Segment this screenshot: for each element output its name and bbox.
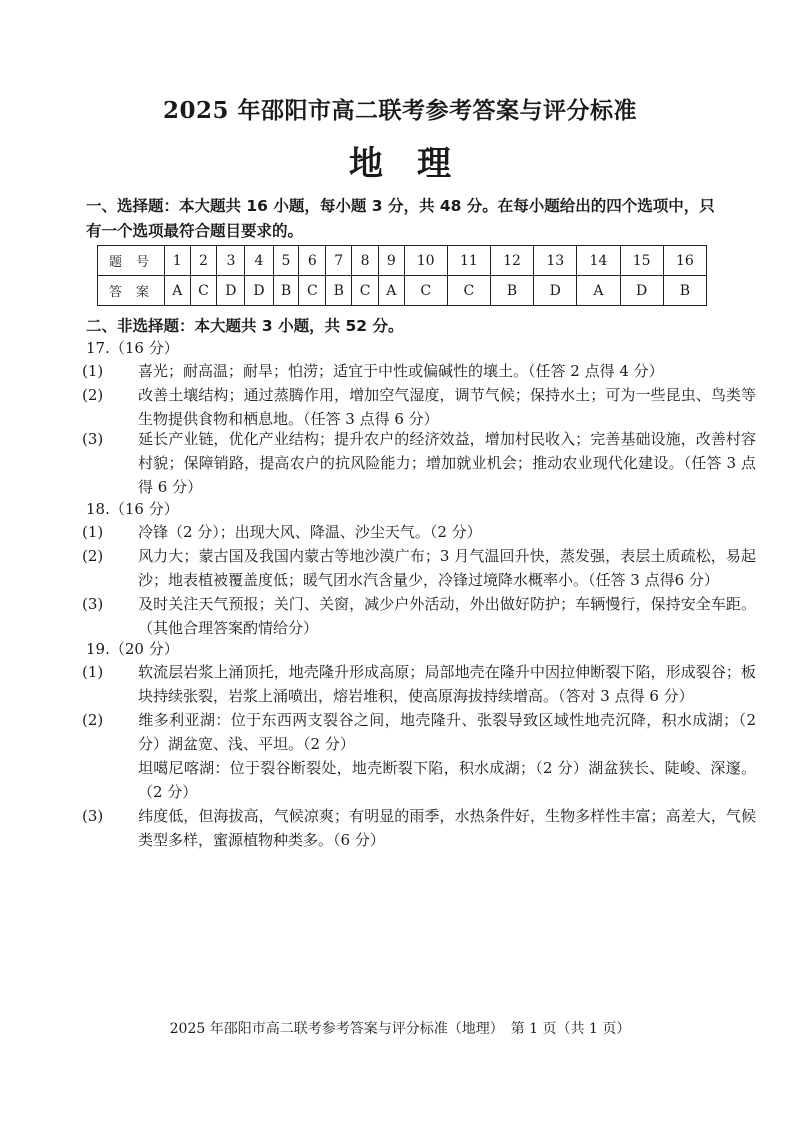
question-number: 6 — [299, 246, 326, 276]
section-2-heading: 二、非选择题：本大题共 3 小题，共 52 分。 — [86, 317, 404, 335]
answer-cell: C — [404, 276, 447, 306]
page-title: 2025 年邵阳市高二联考参考答案与评分标准 — [162, 97, 638, 124]
q18-answer-1 — [82, 520, 756, 544]
answer-cell: B — [490, 276, 533, 306]
number-row-label: 题号 — [98, 246, 165, 276]
item-text: 喜光；耐高温；耐旱；怕涝；适宜于中性或偏碱性的壤土。（任答 2 点得 4 分） — [138, 362, 664, 380]
item-text: 改善土壤结构；通过蒸腾作用，增加空气湿度，调节气候；保持水土；可为一些昆虫、鸟类等生物提供食物和栖息地。（任答 3 点得 6 分） — [138, 386, 756, 428]
subject-title: 地 理 — [349, 144, 451, 184]
answer-cell: C — [447, 276, 490, 306]
page-footer: 2025 年邵阳市高二联考参考答案与评分标准（地理） 第 1 页（共 1 页） — [169, 1021, 631, 1037]
item-text: 软流层岩浆上涌顶托，地壳隆升形成高原；局部地壳在隆升中因拉伸断裂下陷，形成裂谷；板块持续张裂，岩浆上涌喷出，熔岩堆积，使高原海拔持续增高。（答对 3 点得 6 分） — [138, 663, 756, 705]
answer-cell: C — [190, 276, 217, 306]
question-number: 11 — [447, 246, 490, 276]
question-number: 2 — [190, 246, 217, 276]
item-number: (1) — [82, 362, 104, 380]
answer-cell: D — [245, 276, 273, 306]
question-17-label: 17.（16 分） — [86, 339, 179, 357]
item-text: 及时关注天气预报；关门、关窗，减少户外活动，外出做好防护；车辆慢行，保持安全车距。（其他合理答案酌情给分） — [138, 595, 756, 637]
item-number: (3) — [82, 807, 104, 825]
answer-cell: C — [352, 276, 379, 306]
q19-answer-2 — [82, 708, 756, 756]
item-number: (2) — [82, 711, 104, 729]
answer-cell: A — [577, 276, 620, 306]
question-number: 14 — [577, 246, 620, 276]
item-text: 坦噶尼喀湖：位于裂谷断裂处，地壳断裂下陷，积水成湖；（2 分）湖盆狭长、陡峻、深邃。（2 分） — [138, 759, 756, 801]
q19-answer-1 — [82, 660, 756, 708]
item-number: (2) — [82, 547, 104, 565]
item-number: (2) — [82, 386, 104, 404]
q17-answer-3 — [82, 427, 756, 499]
answer-cell: D — [534, 276, 577, 306]
q19-answer-2-continued — [110, 756, 756, 804]
item-number: (1) — [82, 523, 104, 541]
q19-answer-3 — [82, 804, 756, 852]
question-number: 5 — [273, 246, 299, 276]
q17-answer-1 — [82, 359, 756, 383]
question-number: 16 — [663, 246, 706, 276]
item-text: 延长产业链，优化产业结构；提升农户的经济效益，增加村民收入；完善基础设施，改善村容村貌；保障销路，提高农户的抗风险能力；增加就业机会；推动农业现代化建设。（任答 3 点得 6 分） — [138, 430, 756, 496]
answer-cell: D — [217, 276, 245, 306]
answer-cell: A — [165, 276, 191, 306]
question-number: 15 — [620, 246, 663, 276]
question-number: 12 — [490, 246, 533, 276]
item-number: (3) — [82, 595, 104, 613]
question-number: 10 — [404, 246, 447, 276]
number-row — [98, 246, 707, 276]
item-text: 风力大；蒙古国及我国内蒙古等地沙漠广布；3 月气温回升快，蒸发强，表层土质疏松，易起沙；地表植被覆盖度低；暖气团水汽含量少，冷锋过境降水概率小。（任答 3 点得6 分） — [138, 547, 756, 589]
answer-row-label: 答案 — [98, 276, 165, 306]
item-text: 冷锋（2 分）；出现大风、降温、沙尘天气。（2 分） — [138, 523, 482, 541]
answer-table — [97, 245, 707, 306]
item-text: 纬度低，但海拔高，气候凉爽；有明显的雨季，水热条件好，生物多样性丰富；高差大，气候类型多样，蜜源植物种类多。（6 分） — [138, 807, 756, 849]
q18-answer-3 — [82, 592, 756, 640]
answer-cell: B — [663, 276, 706, 306]
question-number: 9 — [379, 246, 405, 276]
question-18-label: 18.（16 分） — [86, 500, 179, 518]
answer-row — [98, 276, 707, 306]
question-number: 4 — [245, 246, 273, 276]
q18-answer-2 — [82, 544, 756, 592]
item-number: (1) — [82, 663, 104, 681]
answer-cell: B — [273, 276, 299, 306]
answer-cell: C — [299, 276, 326, 306]
q17-answer-2 — [82, 383, 756, 431]
answer-cell: B — [326, 276, 352, 306]
item-number: (3) — [82, 430, 104, 448]
question-number: 8 — [352, 246, 379, 276]
question-number: 3 — [217, 246, 245, 276]
item-text: 维多利亚湖：位于东西两支裂谷之间，地壳隆升、张裂导致区域性地壳沉降，积水成湖；（2 分）湖盆宽、浅、平坦。（2 分） — [138, 711, 756, 753]
question-number: 13 — [534, 246, 577, 276]
answer-cell: D — [620, 276, 663, 306]
question-number: 1 — [165, 246, 191, 276]
question-number: 7 — [326, 246, 352, 276]
answer-cell: A — [379, 276, 405, 306]
question-19-label: 19.（20 分） — [86, 640, 179, 658]
section-1-heading: 一、选择题：本大题共 16 小题，每小题 3 分，共 48 分。在每小题给出的四个选项中，只有一个选项最符合题目要求的。 — [86, 197, 715, 240]
